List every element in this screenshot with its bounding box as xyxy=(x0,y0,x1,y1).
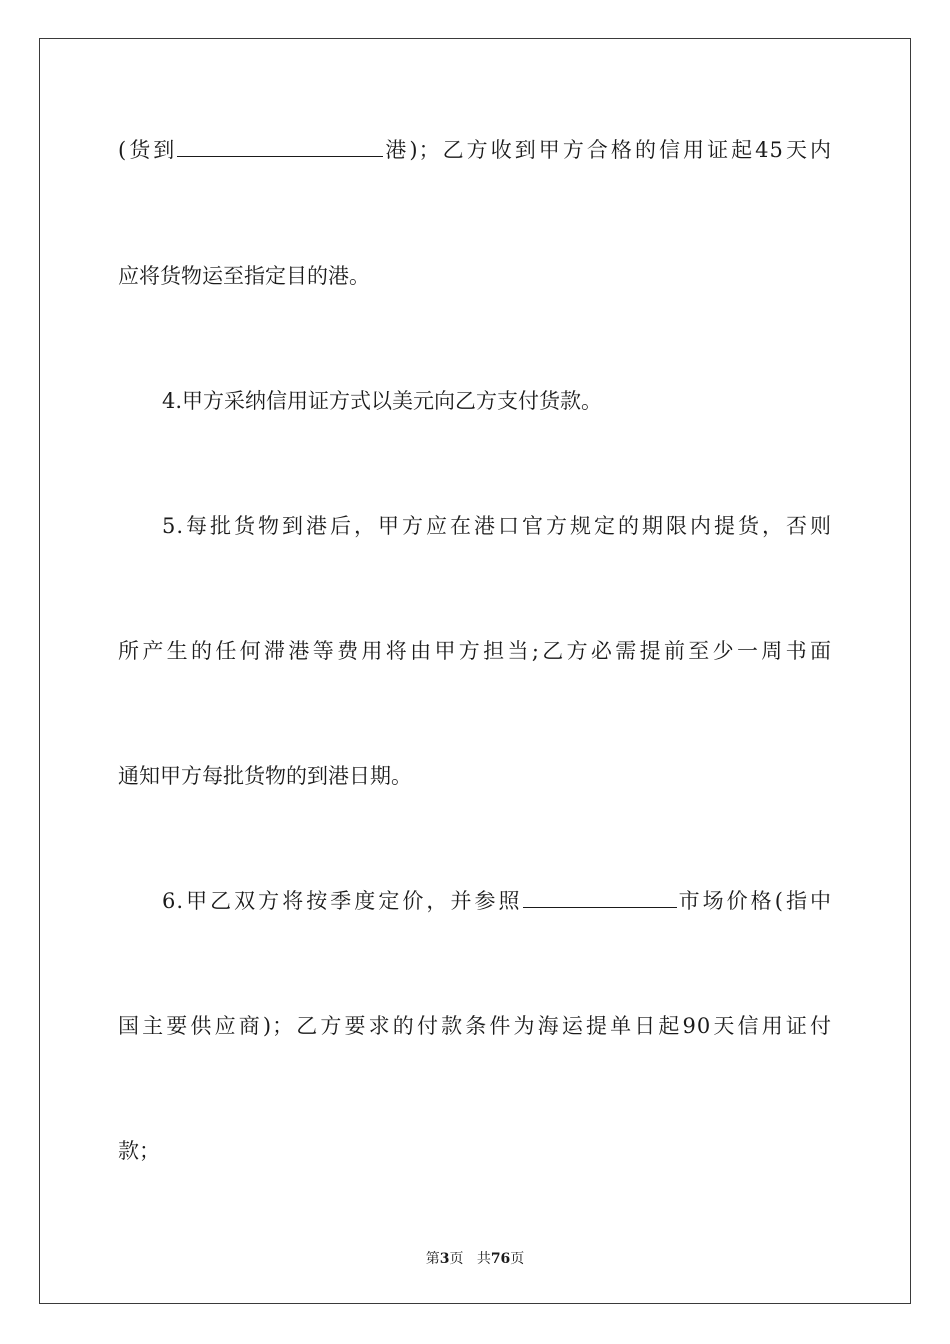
clause-6-line-3: 款； xyxy=(118,1139,160,1163)
fill-in-blank-market[interactable] xyxy=(523,887,677,908)
clause-5-line-3: 通知甲方每批货物的到港日期。 xyxy=(118,764,412,788)
clause-5-line-2: 所产生的任何滞港等费用将由甲方担当;乙方必需提前至少一周书面 xyxy=(118,639,832,663)
clause-6-text-after: 市场价格(指中 xyxy=(676,889,832,913)
clause-6-line-1 xyxy=(118,887,832,915)
clause-6-line-2: 国主要供应商)；乙方要求的付款条件为海运提单日起90天信用证付 xyxy=(118,1014,832,1038)
page-number: 3 xyxy=(439,1251,450,1267)
clause-6-text-before: 6.甲乙双方将按季度定价，并参照 xyxy=(162,889,523,913)
page-footer xyxy=(0,1248,950,1268)
page-suffix: 页 xyxy=(449,1251,464,1267)
page-border xyxy=(39,38,911,1304)
clause-4: 4.甲方采纳信用证方式以美元向乙方支付货款。 xyxy=(162,389,603,413)
paragraph-line-2: 应将货物运至指定目的港。 xyxy=(118,264,370,288)
fill-in-blank-port[interactable] xyxy=(177,136,383,157)
total-prefix: 共 xyxy=(476,1251,491,1267)
page-prefix: 第 xyxy=(425,1251,440,1267)
line-1-text-after: 港)；乙方收到甲方合格的信用证起45天内 xyxy=(383,138,832,162)
clause-5-line-1: 5.每批货物到港后，甲方应在港口官方规定的期限内提货，否则 xyxy=(162,514,832,538)
paragraph-line-1 xyxy=(118,136,832,164)
total-suffix: 页 xyxy=(510,1251,525,1267)
total-pages: 76 xyxy=(490,1251,511,1267)
line-1-text-before: (货到 xyxy=(118,138,178,162)
